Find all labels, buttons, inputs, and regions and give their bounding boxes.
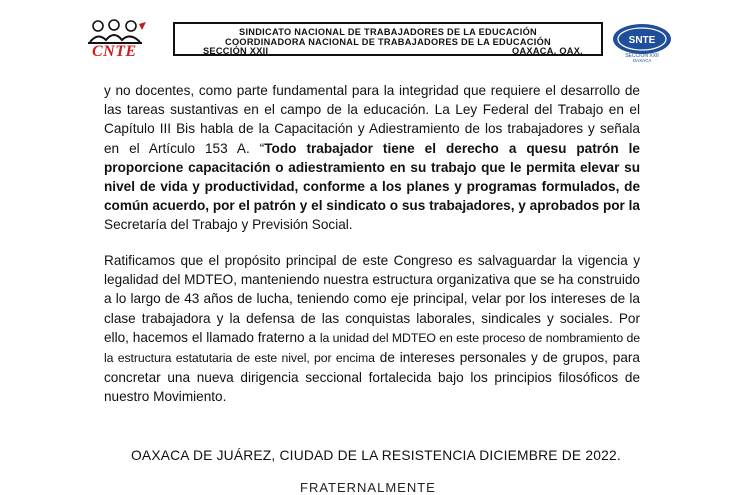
coordinator-name: COORDINADORA NACIONAL DE TRABAJADORES DE LA EDUCACIÓN: [225, 37, 551, 47]
dateline: OAXACA DE JUÁREZ, CIUDAD DE LA RESISTENCIA DICIEMBRE DE 2022.: [131, 448, 621, 463]
snte-emblem-icon: [610, 22, 674, 62]
snte-logo-text: SNTE: [628, 35, 656, 46]
paragraph2-text-start: Ratificamos que el propósito principal de este Congreso es salvaguardar la vigencia y legalidad del MDTEO, manteniendo nuestra estructura organizativa que se ha construido a lo largo de 43 años de lucha, teniendo como eje principal, velar por los intereses de la clase trabajadora y la defensa de las conquistas laborales, sindicales y sociales. Por ello, hacemos el llamado fraterno a: [104, 253, 640, 345]
section-number: SECCIÓN XXII: [203, 46, 269, 56]
letterhead-box: [173, 22, 603, 56]
snte-logo: [610, 22, 674, 62]
section-location: OAXACA, OAX.: [512, 46, 583, 56]
paragraph1-text-end: Secretaría del Trabajo y Previsión Social.: [104, 217, 353, 233]
snte-logo-city: OAXACA: [632, 58, 652, 63]
snte-logo-section: SECCIÓN XXII: [625, 53, 659, 59]
paragraph2-text-middle: la unidad del MDTEO en este proceso de nombramiento de la estructura estatutaria de este nivel, por encima: [104, 330, 640, 366]
paragraph-training-law: [104, 81, 640, 235]
paragraph2-text-end: de intereses personales y de grupos, para concretar una nueva dirigencia seccional fortalecida bajo los principios filosóficos de nuestro Movimiento.: [104, 350, 640, 405]
closing-greeting: FRATERNALMENTE: [300, 480, 436, 495]
union-name: SINDICATO NACIONAL DE TRABAJADORES DE LA EDUCACIÓN: [239, 27, 537, 37]
paragraph1-quote-bold: Todo trabajador tiene el derecho a quesu patrón le proporcione capacitación o adiestramiento en su trabajo que le permita elevar su nivel de vida y productividad, conforme a los planes y programas formulados, de común acuerdo, por el patrón y el sindicato o sus trabajadores, y aprobados por la: [104, 140, 640, 214]
paragraph-ratification: [104, 251, 640, 407]
paragraph1-text-start: y no docentes, como parte fundamental para la integridad que requiere el desarrollo de las tareas sustantivas en el campo de la educación. La Ley Federal del Trabajo en el Capítulo III Bis habla de la Capacitación y Adiestramiento de los trabajadores y señala en el Artículo 153 A. “: [104, 83, 640, 156]
cnte-logo-text: CNTE: [92, 43, 137, 60]
section-line: [203, 46, 583, 56]
